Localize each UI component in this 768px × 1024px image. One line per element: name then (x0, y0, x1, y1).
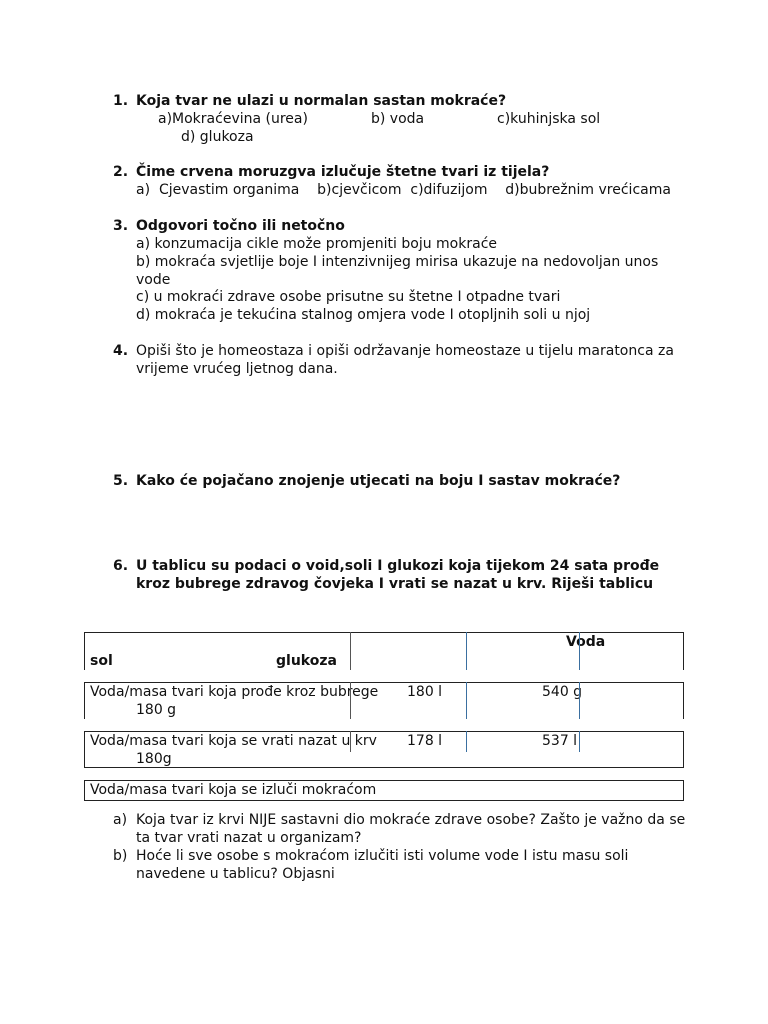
question-3-statement-a: a) konzumacija cikle može promjeniti boju mokraće (136, 236, 497, 252)
question-3-number: 3. (113, 218, 129, 234)
sub-question-a-marker: a) (113, 812, 128, 828)
table-header-voda: Voda (566, 634, 606, 650)
table-row-2-label: Voda/masa tvari koja se vrati nazat u krv (90, 733, 377, 749)
column-divider (466, 682, 467, 719)
sub-question-b-line2: navedene u tablicu? Objasni (136, 866, 335, 882)
question-1-option-a: a)Mokraćevina (urea) (158, 111, 308, 127)
question-6-text-line2: kroz bubrege zdravog čovjeka I vrati se nazat u krv. Riješi tablicu (136, 576, 654, 592)
sub-question-b-marker: b) (113, 848, 128, 864)
question-1-number: 1. (113, 93, 129, 109)
question-3-text: Odgovori točno ili netočno (136, 218, 345, 234)
column-divider (579, 682, 580, 719)
table-row-1-voda: 180 l (407, 684, 443, 700)
table-row-1-sol: 540 g (542, 684, 583, 700)
question-2-text: Čime crvena moruzgva izlučuje štetne tvari iz tijela? (136, 164, 550, 180)
table-row-1-glukoza: 180 g (136, 702, 177, 718)
sub-question-a-line2: ta tvar vrati nazat u organizam? (136, 830, 362, 846)
table-header-glukoza: glukoza (276, 653, 337, 669)
question-4-text-line2: vrijeme vrućeg ljetnog dana. (136, 361, 338, 377)
table-row-2-glukoza: 180g (136, 751, 172, 767)
question-5-text: Kako će pojačano znojenje utjecati na boju I sastav mokraće? (136, 473, 621, 489)
column-divider (350, 731, 351, 752)
question-6-text-line1: U tablicu su podaci o void,soli I glukozi koja tijekom 24 sata prođe (136, 558, 660, 574)
question-1-text: Koja tvar ne ulazi u normalan sastan mokraće? (136, 93, 507, 109)
question-2-number: 2. (113, 164, 129, 180)
column-divider (466, 731, 467, 752)
question-1-option-b: b) voda (371, 111, 425, 127)
question-4-text-line1: Opiši što je homeostaza i opiši održavanje homeostaze u tijelu maratonca za (136, 343, 674, 359)
question-2-options: a) Cjevastim organima b)cjevčicom c)difuzijom d)bubrežnim vrećicama (136, 182, 671, 198)
column-divider (350, 682, 351, 719)
sub-question-a-line1: Koja tvar iz krvi NIJE sastavni dio mokraće zdrave osobe? Zašto je važno da se (136, 812, 686, 828)
sub-question-b-line1: Hoće li sve osobe s mokraćom izlučiti isti volume vode I istu masu soli (136, 848, 629, 864)
table-header-sol: sol (90, 653, 113, 669)
column-divider (579, 632, 580, 670)
column-divider (350, 632, 351, 670)
question-1-option-d: d) glukoza (181, 129, 254, 145)
question-3-statement-c: c) u mokraći zdrave osobe prisutne su štetne I otpadne tvari (136, 289, 561, 305)
table-row-2-voda: 178 l (407, 733, 443, 749)
table-row-2-sol: 537 l (542, 733, 578, 749)
question-3-statement-d: d) mokraća je tekućina stalnog omjera vode I otopljnih soli u njoj (136, 307, 591, 323)
question-6-number: 6. (113, 558, 129, 574)
question-4-number: 4. (113, 343, 129, 359)
column-divider (579, 731, 580, 752)
question-5-number: 5. (113, 473, 129, 489)
table-row-1-label: Voda/masa tvari koja prođe kroz bubrege (90, 684, 379, 700)
question-1-option-c: c)kuhinjska sol (497, 111, 601, 127)
table-row-3-label: Voda/masa tvari koja se izluči mokraćom (90, 782, 377, 798)
question-3-statement-b: b) mokraća svjetlije boje I intenzivnijeg mirisa ukazuje na nedovoljan unos (136, 254, 659, 270)
question-3-statement-b-cont: vode (136, 272, 171, 288)
column-divider (466, 632, 467, 670)
